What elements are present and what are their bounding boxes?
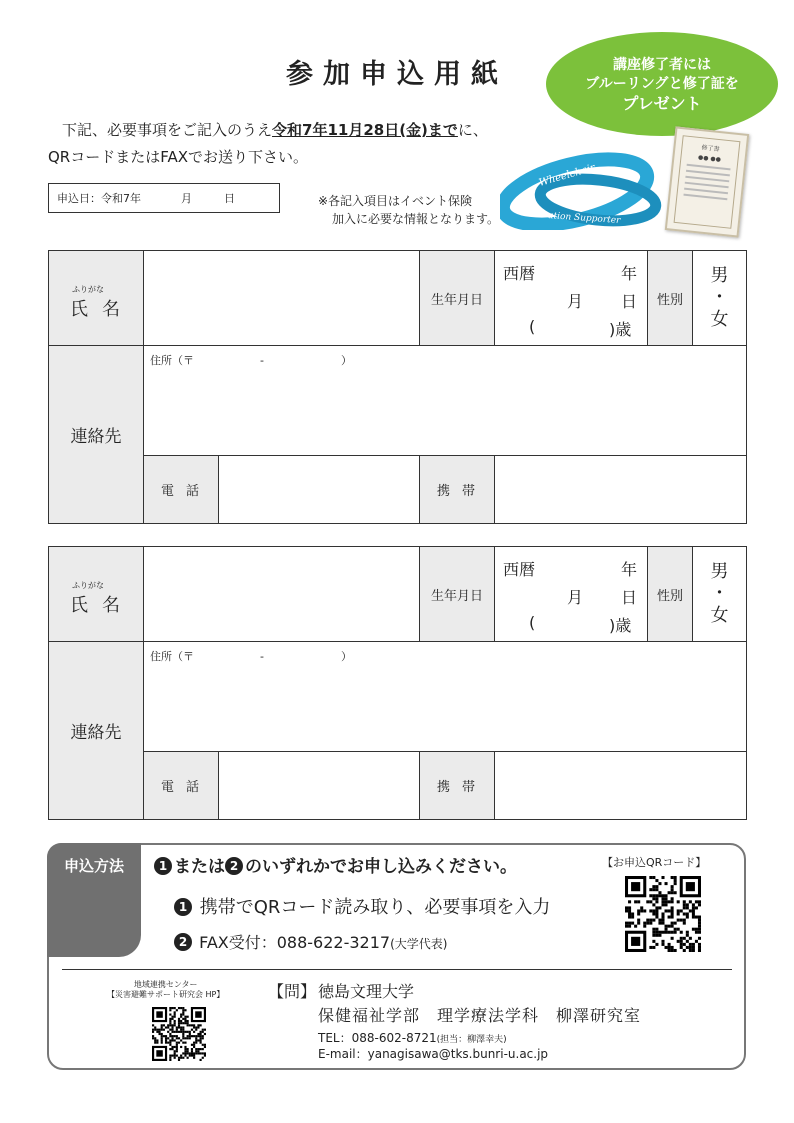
era-label: 西暦 [503, 264, 536, 283]
birthdate-label: 生年月日 [420, 547, 495, 642]
name-input[interactable] [144, 547, 420, 642]
name-input[interactable] [144, 251, 420, 346]
promo-line-2: ブルーリングと修了証を [585, 75, 739, 92]
wristband-text-1: Wheelchair [537, 162, 597, 189]
lab-hp-line-1: 地域連携センター [133, 980, 198, 989]
address-input[interactable]: 住所（〒 - ） [144, 642, 747, 752]
name-label: 氏名 [70, 298, 134, 320]
number-2-icon: 2 [225, 857, 243, 875]
application-qr-code[interactable] [625, 876, 701, 952]
name-label: 氏名 [70, 594, 134, 616]
mobile-input[interactable] [495, 456, 747, 524]
month-label: 月 [567, 588, 584, 607]
qr-label: 【お申込QRコード】 [602, 856, 707, 869]
tel-note: (担当：柳澤幸夫) [436, 1035, 507, 1045]
phone-label: 電話 [144, 456, 219, 524]
promo-line-3: プレゼント [622, 93, 702, 113]
dot-separator: ・ [710, 287, 729, 308]
date-label: 申込日：令和7年 [57, 192, 141, 205]
option-fax [174, 930, 447, 953]
number-1-icon: 1 [154, 857, 172, 875]
day-label: 日 [621, 292, 638, 311]
birthdate-label: 生年月日 [420, 251, 495, 346]
age-close: )歳 [609, 320, 632, 339]
note-line-1: ※各記入項目はイベント保険 [318, 194, 473, 208]
insurance-note [318, 192, 499, 228]
furigana-label: ふりがな [72, 284, 104, 294]
certificate-title: 修了書 [701, 144, 720, 154]
year-label: 年 [621, 264, 638, 283]
application-method-tab: 申込方法 [47, 843, 141, 957]
furigana-label: ふりがな [72, 580, 104, 590]
name-label-cell [49, 251, 144, 346]
option-qr [174, 893, 550, 919]
sex-label: 性別 [648, 251, 693, 346]
number-1-icon: 1 [174, 898, 192, 916]
male-option[interactable]: 男 [710, 265, 729, 286]
option-fax-text: FAX受付：088-622-3217 [199, 933, 391, 952]
wristband-image [500, 150, 665, 230]
address-input[interactable]: 住所（〒 - ） [144, 346, 747, 456]
option-fax-note: (大学代表) [390, 937, 448, 951]
birthdate-input[interactable] [495, 251, 648, 346]
certificate-image [665, 126, 749, 237]
intro-line-2: QRコードまたはFAXでお送り下さい。 [48, 148, 309, 166]
female-option[interactable]: 女 [710, 309, 729, 330]
sex-choice[interactable] [693, 547, 747, 642]
page-title: 参加申込用紙 [286, 59, 508, 90]
lab-hp-qr-code[interactable] [152, 1007, 206, 1061]
inquiry-label: 【問】 [268, 982, 317, 1001]
department-name: 保健福祉学部 理学療法学科 柳澤研究室 [318, 1006, 642, 1025]
day-label: 日 [621, 588, 638, 607]
mobile-input[interactable] [495, 752, 747, 820]
application-method-heading [154, 852, 517, 877]
date-month: 月 [181, 192, 192, 205]
dot-separator: ・ [710, 583, 729, 604]
lab-hp-label [107, 980, 224, 1000]
contact-email[interactable]: E-mail：yanagisawa@tks.bunri-u.ac.jp [318, 1047, 549, 1061]
lab-hp-line-2: 【災害避難サポート研究会 HP】 [107, 990, 225, 999]
date-day: 日 [224, 192, 235, 205]
intro-post: に、 [457, 121, 488, 139]
phone-input[interactable] [219, 456, 420, 524]
contact-tel [318, 1029, 507, 1046]
age-open: ( [529, 317, 536, 336]
birthdate-input[interactable] [495, 547, 648, 642]
contact-label: 連絡先 [49, 346, 144, 524]
sex-choice[interactable] [693, 251, 747, 346]
divider [62, 969, 732, 970]
female-option[interactable]: 女 [710, 605, 729, 626]
option-qr-text: 携帯でQRコード読み取り、必要事項を入力 [199, 897, 551, 918]
mobile-label: 携帯 [420, 752, 495, 820]
heading-mid: または [174, 857, 225, 877]
note-line-2: 加入に必要な情報となります。 [332, 212, 500, 226]
applicant-form-1 [48, 250, 747, 524]
number-2-icon: 2 [174, 933, 192, 951]
heading-end: のいずれかでお申し込みください。 [245, 857, 517, 877]
era-label: 西暦 [503, 560, 536, 579]
male-option[interactable]: 男 [710, 561, 729, 582]
promo-bubble [546, 32, 778, 136]
sex-label: 性別 [648, 547, 693, 642]
contact-label: 連絡先 [49, 642, 144, 820]
wristband-text-2: ation Supporter [547, 211, 621, 227]
deadline: 令和7年11月28日(金)まで [272, 121, 458, 139]
age-open: ( [529, 613, 536, 632]
promo-line-1: 講座修了者には [613, 56, 711, 73]
name-label-cell [49, 547, 144, 642]
application-date-box[interactable] [48, 183, 280, 213]
month-label: 月 [567, 292, 584, 311]
year-label: 年 [621, 560, 638, 579]
applicant-form-2 [48, 546, 747, 820]
intro-line-1 [62, 119, 488, 140]
phone-label: 電話 [144, 752, 219, 820]
certificate-name: ●● ●● [697, 153, 722, 164]
mobile-label: 携帯 [420, 456, 495, 524]
phone-input[interactable] [219, 752, 420, 820]
university-name: 徳島文理大学 [318, 982, 415, 1001]
intro-pre: 下記、必要事項をご記入のうえ [62, 121, 273, 139]
tel-number: TEL：088-602-8721 [318, 1031, 437, 1045]
age-close: )歳 [609, 616, 632, 635]
